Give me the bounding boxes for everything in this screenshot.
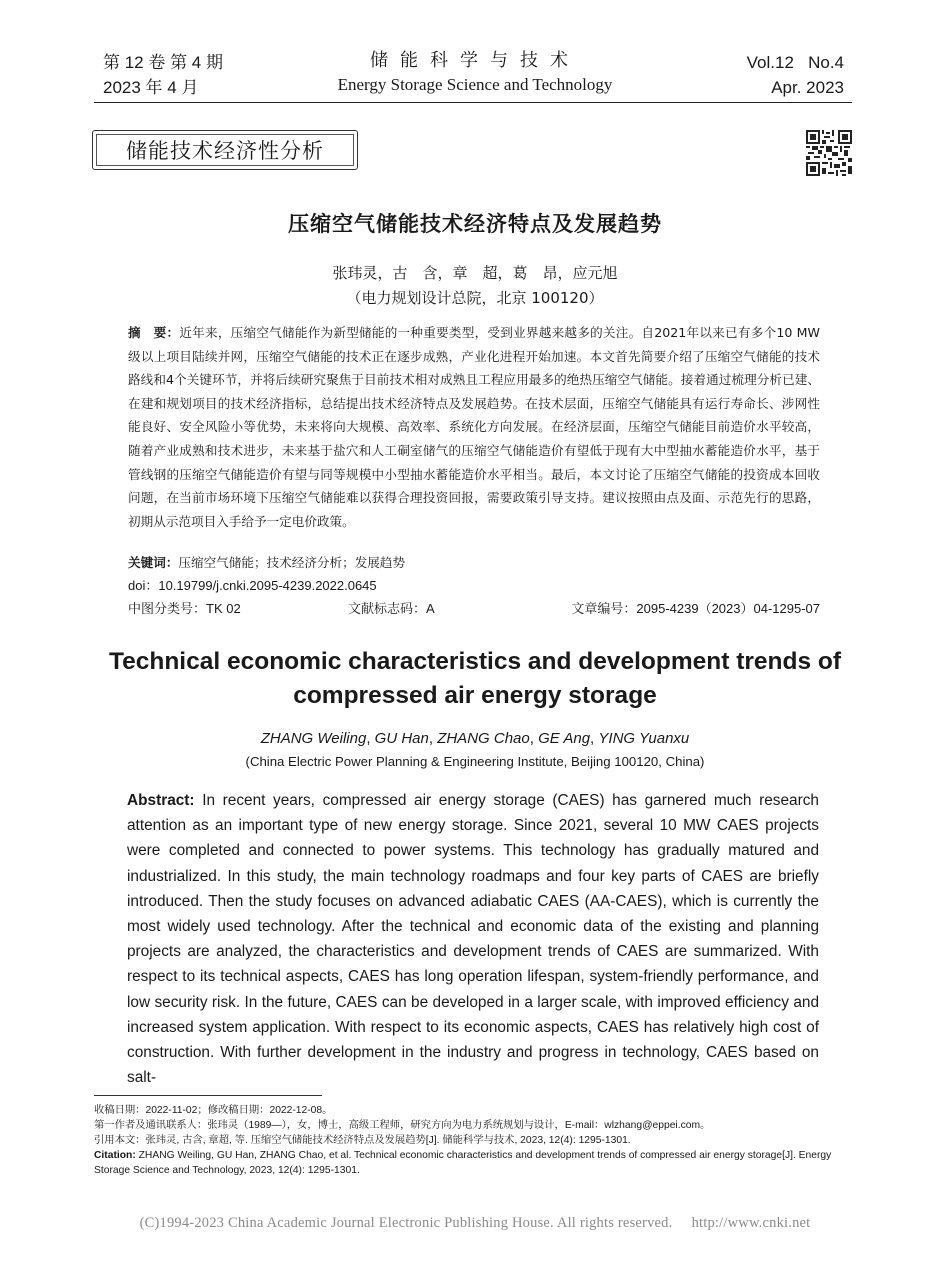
- affiliation-en: (China Electric Power Planning & Engineering Institute, Beijing 100120, China): [245, 754, 705, 769]
- issue-info-cn: [103, 50, 223, 100]
- received-date: 收稿日期：2022-11-02；修改稿日期：2022-12-08。: [94, 1105, 333, 1116]
- citation-text: ZHANG Weiling, GU Han, ZHANG Chao, et al. Technical economic characteristics and development trends of compressed air energy storage[J]. Energy Storage Science and Technology, 2023, 12(4): 1295-1301.: [94, 1150, 832, 1176]
- abstract-cn-text: 近年来，压缩空气储能作为新型储能的一种重要类型，受到业界越来越多的关注。自2021年以来已有多个10 MW级以上项目陆续并网，压缩空气储能的技术正在逐步成熟，产业化进程开始加速。本文首先简要介绍了压缩空气储能的技术路线和4个关键环节，并将后续研究聚焦于目前技术相对成熟且工程应用最多的绝热压缩空气储能。接着通过梳理分析已建、在建和规划项目的技术经济指标，总结提出技术经济特点及发展趋势。在技术层面，压缩空气储能具有运行寿命长、涉网性能良好、安全风险小等优势，未来将向大规模、高效率、系统化方向发展。在经济层面，压缩空气储能目前造价水平较高，随着产业成熟和技术进步，未来基于盐穴和人工硐室储气的压缩空气储能造价有望低于现有大中型抽水蓄能造价水平，基于管线钢的压缩空气储能造价有望与同等规模中小型抽水蓄能造价水平相当。最后，本文讨论了压缩空气储能的投资成本回收问题，在当前市场环境下压缩空气储能难以获得合理投资回报，需要政策引导支持。建议按照由点及面、示范先行的思路，初期从示范项目入手给予一定电价政策。: [128, 325, 820, 529]
- journal-name: [300, 50, 650, 97]
- section-tag-label: 储能技术经济性分析: [96, 134, 354, 166]
- volume-en: Vol.12 No.4: [746, 53, 844, 72]
- abstract-cn: [128, 321, 820, 533]
- author-en-name: GE Ang: [538, 730, 591, 747]
- header-rule: [94, 102, 852, 103]
- author-separator: ,: [529, 730, 539, 747]
- first-author-note: 第一作者及通讯联系人：张玮灵（1989—），女，博士，高级工程师，研究方向为电力系统规划与设计，E-mail：wlzhang@eppei.com。: [94, 1120, 711, 1131]
- author-separator: ,: [428, 730, 438, 747]
- volume-cn: 第 12 卷 第 4 期: [103, 53, 223, 72]
- author-separator: ,: [366, 730, 375, 747]
- abstract-en-text: In recent years, compressed air energy storage (CAES) has garnered much research attention as an important type of new energy storage. Since 2021, several 10 MW CAES projects were completed and connected to power systems. This technology has gradually matured and industrialized. In this study, the main technology roadmaps and four key parts of CAES are briefly introduced. Then the study focuses on advanced adiabatic CAES (AA-CAES), which is currently the most widely used technology. After the technical and economic data of the existing and planning projects are analyzed, the characteristics and development trends of CAES are summarized. With respect to its technical aspects, CAES has long operation lifespan, system-friendly performance, and low security risk. In the future, CAES can be developed in a larger scale, with improved efficiency and increased system application. With respect to its economic aspects, CAES has relatively high cost of construction. With further development in the industry and progress in technology, CAES based on salt-: [127, 792, 819, 1087]
- date-en: Apr. 2023: [771, 78, 844, 97]
- abstract-cn-label: 摘 要：: [128, 325, 180, 340]
- article-number: 文章编号：2095-4239（2023）04-1295-07: [571, 601, 820, 616]
- author-en-name: ZHANG Chao: [437, 730, 530, 747]
- author-separator: ,: [590, 730, 599, 747]
- authors-cn: 张玮灵，古 含，章 超，葛 昂，应元旭: [332, 264, 618, 282]
- qr-code-icon: [806, 130, 852, 176]
- author-en-name: GU Han: [374, 730, 429, 747]
- abstract-en: [127, 788, 819, 1090]
- document-code: 文献标志码：A: [348, 601, 435, 616]
- keywords-cn-text: 压缩空气储能；技术经济分析；发展趋势: [178, 555, 406, 570]
- citation-en: [94, 1148, 854, 1178]
- abstract-en-label: Abstract:: [127, 792, 195, 809]
- keywords-cn-label: 关键词：: [128, 555, 179, 570]
- title-en: Technical economic characteristics and development trends of compressed air energy storage: [108, 648, 842, 709]
- journal-name-cn: 储能科学与技术: [370, 50, 580, 71]
- title-cn: 压缩空气储能技术经济特点及发展趋势: [288, 212, 662, 236]
- doi[interactable]: doi：10.19799/j.cnki.2095-4239.2022.0645: [128, 578, 377, 593]
- authors-en: [0, 730, 950, 747]
- footnote-rule: [94, 1095, 322, 1096]
- citation-label: Citation:: [94, 1150, 136, 1161]
- author-en-name: ZHANG Weiling: [260, 730, 367, 747]
- date-cn: 2023 年 4 月: [103, 78, 199, 97]
- footnotes: [94, 1103, 854, 1178]
- author-en-name: YING Yuanxu: [598, 730, 690, 747]
- clc-number: 中图分类号：TK 02: [128, 601, 241, 616]
- cite-cn: 引用本文：张玮灵, 古含, 章超, 等. 压缩空气储能技术经济特点及发展趋势[J]. 储能科学与技术, 2023, 12(4): 1295-1301.: [94, 1135, 631, 1146]
- journal-name-en: Energy Storage Science and Technology: [337, 75, 613, 94]
- copyright-notice: (C)1994-2023 China Academic Journal Electronic Publishing House. All rights reserved. http://www.cnki.net: [139, 1215, 811, 1231]
- section-tag: [92, 130, 358, 170]
- issue-info-en: [747, 50, 844, 100]
- affiliation-cn: （电力规划设计总院，北京 100120）: [346, 289, 604, 307]
- keywords-cn: [128, 552, 820, 574]
